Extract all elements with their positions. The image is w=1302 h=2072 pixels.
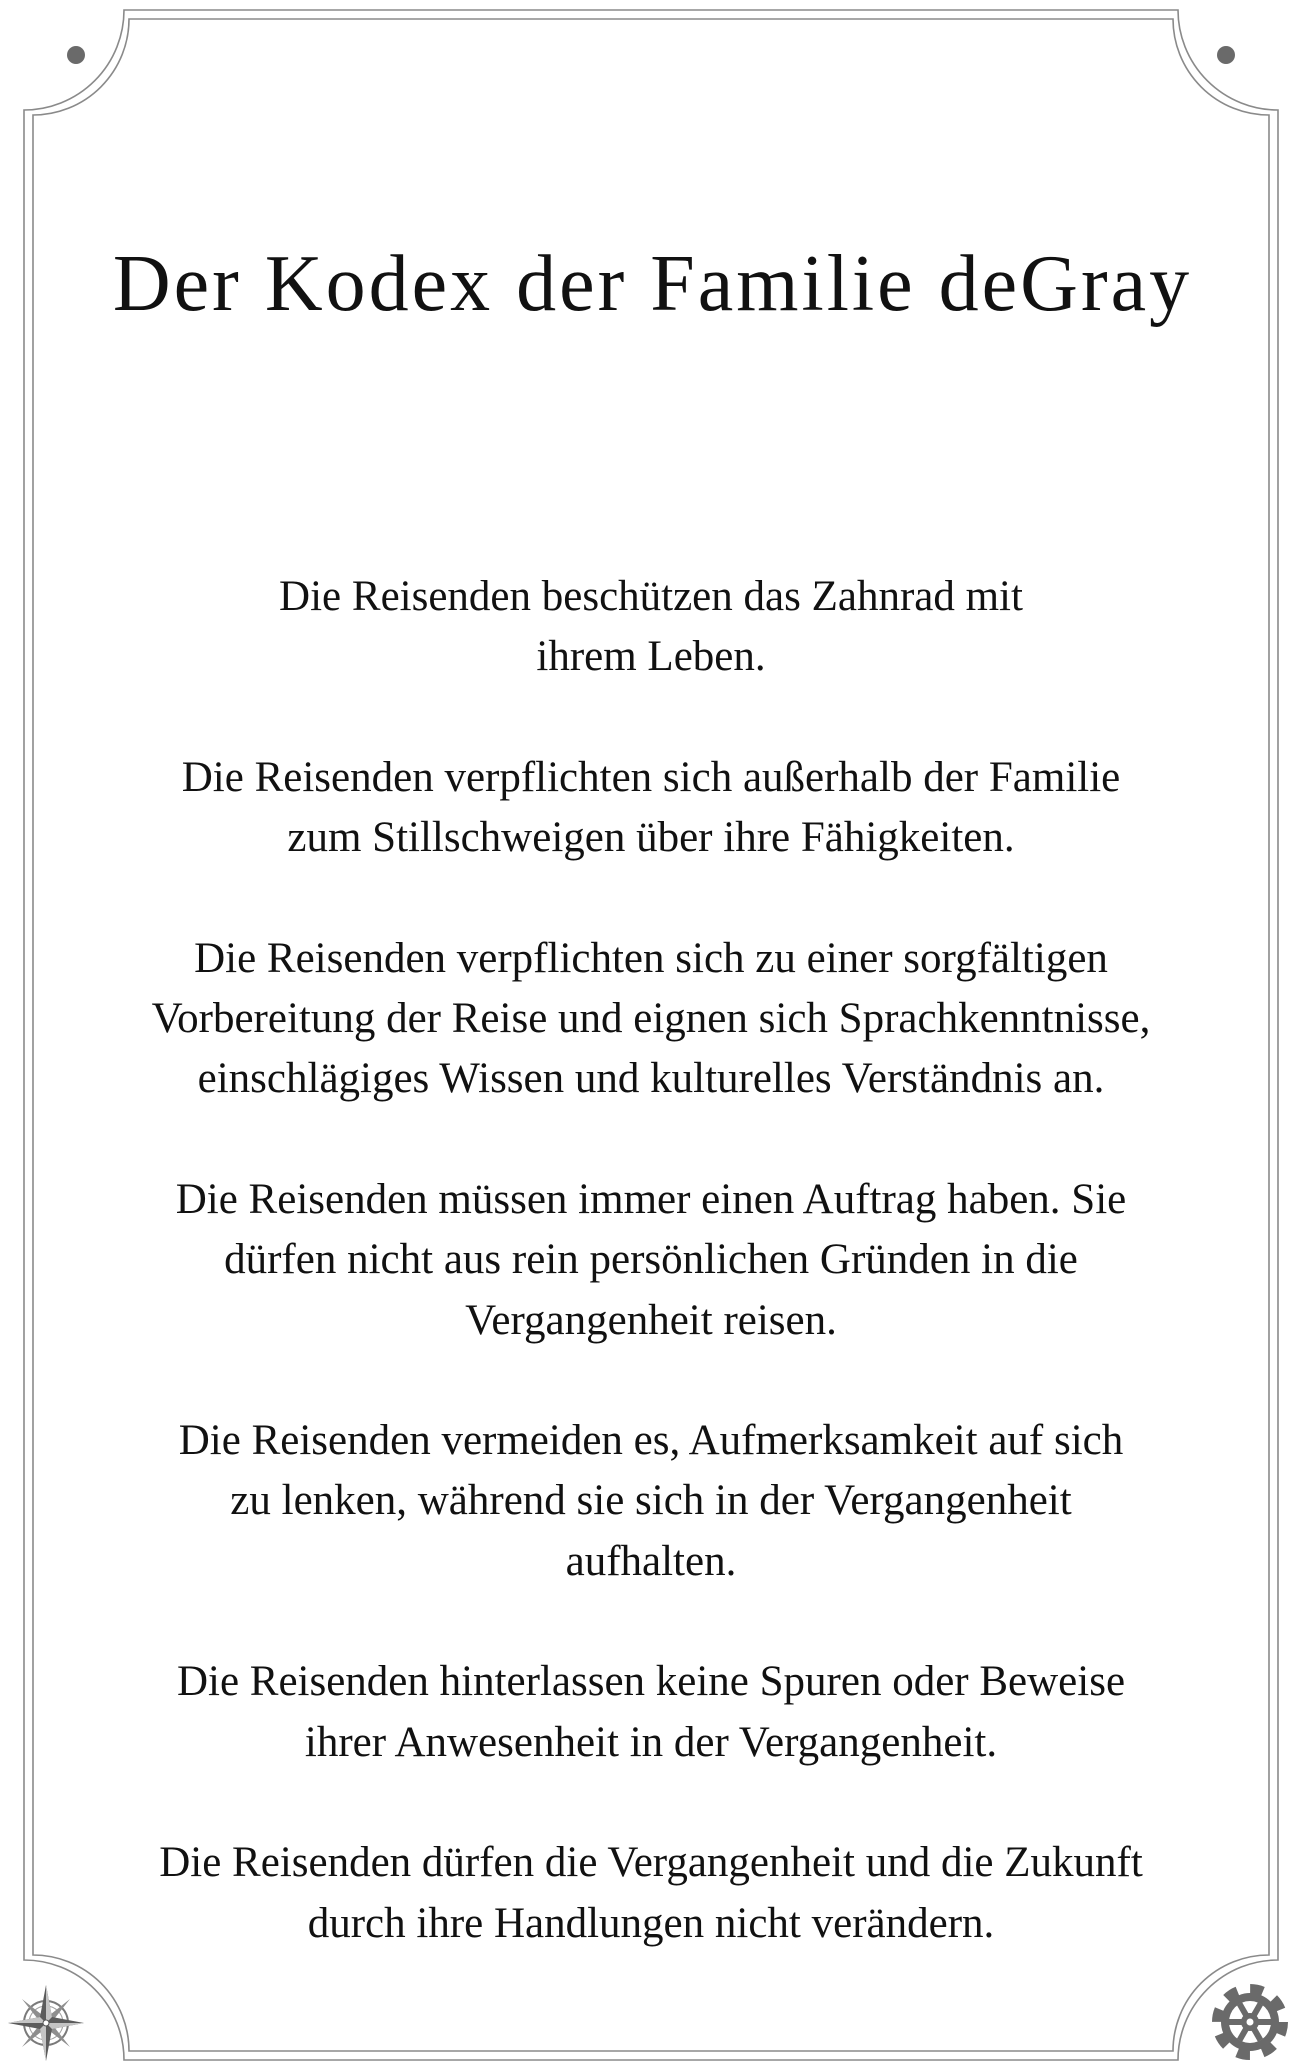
compass-rose-icon [8, 1985, 84, 2061]
rule-paragraph [0, 929, 1302, 1110]
rule-paragraph [0, 748, 1302, 869]
family-code-rules [0, 567, 1302, 1954]
rule-line: Die Reisenden verpflichten sich außerhalb der Familie [181, 753, 1121, 801]
rule-line: Die Reisenden hinterlassen keine Spuren oder Beweise [176, 1658, 1126, 1706]
rule-line: aufhalten. [565, 1537, 737, 1585]
rule-paragraph [0, 1170, 1302, 1351]
gear-icon [1217, 1989, 1283, 2055]
rule-paragraph [0, 1652, 1302, 1773]
rule-line: zu lenken, während sie sich in der Vergangenheit [230, 1477, 1072, 1525]
rule-paragraph [0, 1833, 1302, 1954]
rule-line: ihrem Leben. [536, 633, 766, 681]
gear-axle-hole [1247, 2019, 1254, 2026]
rule-line: Die Reisenden verpflichten sich zu einer sorgfältigen [194, 934, 1108, 982]
rule-line: zum Stillschweigen über ihre Fähigkeiten. [287, 814, 1015, 862]
page-title: Der Kodex der Familie deGray [112, 240, 1193, 328]
rule-paragraph [0, 1411, 1302, 1592]
rule-line: Die Reisenden vermeiden es, Aufmerksamkeit auf sich [178, 1417, 1124, 1465]
rule-line: ihrer Anwesenheit in der Vergangenheit. [304, 1718, 998, 1766]
rule-line: durch ihre Handlungen nicht verändern. [307, 1899, 995, 1947]
rule-line: Vergangenheit reisen. [465, 1296, 837, 1344]
rule-line: einschlägiges Wissen und kulturelles Verständnis an. [197, 1055, 1105, 1103]
rule-paragraph [0, 567, 1302, 688]
corner-dot-icon [67, 46, 85, 64]
rule-line: Vorbereitung der Reise und eignen sich Sprachkenntnisse, [151, 995, 1151, 1043]
rule-line: Die Reisenden müssen immer einen Auftrag haben. Sie [175, 1175, 1127, 1223]
corner-dot-icon [1217, 46, 1235, 64]
rule-line: dürfen nicht aus rein persönlichen Gründen in die [224, 1236, 1078, 1284]
rule-line: Die Reisenden beschützen das Zahnrad mit [279, 573, 1023, 620]
compass-center [43, 2020, 49, 2026]
rule-line: Die Reisenden dürfen die Vergangenheit und die Zukunft [159, 1839, 1143, 1887]
